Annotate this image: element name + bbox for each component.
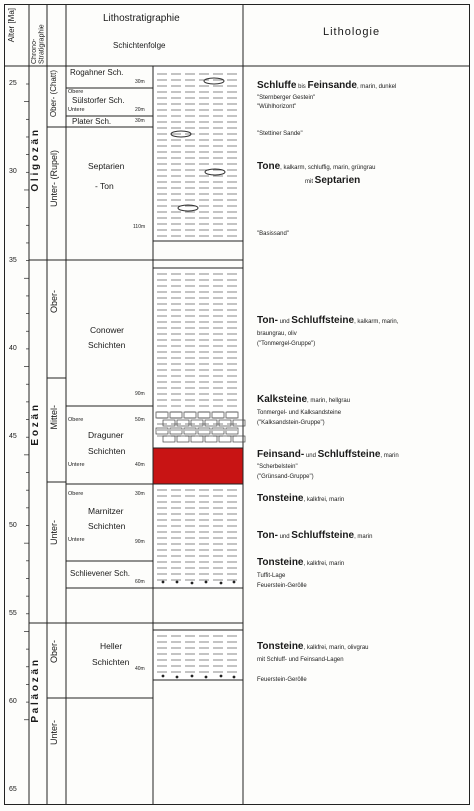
age-ticks: [24, 84, 29, 720]
unit-rogahner: Rogahner Sch.: [70, 68, 124, 77]
litho-desc-7e: "Scherbelstein": [257, 464, 298, 470]
stage-pa-ober: Ober-: [49, 640, 59, 664]
litho-desc-6d: ("Kalksandstein-Gruppe"): [257, 420, 325, 426]
thickness-label: 50m: [135, 417, 145, 423]
litho-desc-3b: mit Septarien: [305, 175, 361, 186]
thickness-label: 60m: [135, 579, 145, 585]
unit-draguner-b: Schichten: [88, 446, 126, 456]
unit-marnitzer-a: Marnitzer: [88, 506, 124, 516]
lithologie-header: Lithologie: [323, 26, 381, 38]
litho-title: Lithostratigraphie: [103, 13, 180, 24]
thickness-label: 90m: [135, 539, 145, 545]
epoch-oligozaen: O l i g o z ä n: [30, 130, 41, 192]
unit-conower-b: Schichten: [88, 340, 126, 350]
litho-desc-7: Feinsand- und Schluffsteine, marin: [257, 449, 399, 460]
unit-untere-3: Untere: [68, 537, 85, 543]
unit-septarien-a: Septarien: [88, 161, 125, 171]
thickness-label: 20m: [135, 107, 145, 113]
litho-desc-10: Tonsteine, kalkfrei, marin: [257, 557, 345, 568]
litho-desc-4: "Basissand": [257, 231, 289, 237]
stage-eo-ober: Ober-: [49, 290, 59, 314]
thickness-label: 30m: [135, 79, 145, 85]
stage-eo-mittel: Mittel-: [49, 405, 59, 430]
litho-desc-5f: ("Tonmergel-Gruppe"): [257, 341, 316, 347]
litho-desc-5e: braungrau, oliv: [257, 331, 297, 337]
age-label: 60: [9, 698, 17, 706]
unit-obere-2: Obere: [68, 417, 84, 423]
litho-desc-9: Ton- und Schluffsteine, marin: [257, 530, 373, 541]
litho-desc-11c: mit Schluff- und Feinsand-Lagen: [257, 657, 344, 663]
stage-unter-rupel: Unter- (Rupel): [49, 150, 59, 208]
epoch-eozaen: E o z ä n: [30, 405, 41, 446]
age-label: 55: [9, 609, 17, 617]
unit-conower-a: Conower: [90, 325, 125, 335]
litho-desc-10c: Tuffit-Lage: [257, 573, 286, 579]
thickness-label: 40m: [135, 462, 145, 468]
thickness-label: 110m: [133, 224, 146, 230]
litho-desc-6c: Tonmergel- und Kalksandsteine: [257, 410, 342, 416]
litho-desc-2: "Stettiner Sande": [257, 131, 303, 137]
litho-desc-5: Ton- und Schluffsteine, kalkarm, marin,: [257, 315, 399, 326]
litho-desc-11: Tonsteine, kalkfrei, marin, olivgrau: [257, 641, 369, 652]
litho-desc-7f: ("Grünsand-Gruppe"): [257, 474, 314, 480]
litho-desc-1: Schluffe bis Feinsande, marin, dunkel: [257, 80, 397, 91]
age-label: 25: [9, 80, 17, 87]
stage-eo-unter: Unter-: [49, 520, 59, 546]
litho-desc-10d: Feuerstein-Gerölle: [257, 583, 307, 589]
litho-desc-11d: Feuerstein-Gerölle: [257, 677, 307, 683]
age-header: Alter [Ma]: [7, 8, 16, 43]
unit-untere-1: Untere: [68, 107, 85, 113]
age-label: 65: [9, 786, 17, 794]
age-label: 30: [9, 168, 17, 176]
age-label: 35: [9, 256, 17, 264]
unit-heller-b: Schichten: [92, 657, 130, 667]
red-feinsand-band: [153, 448, 243, 484]
unit-septarien-b: - Ton: [95, 181, 114, 191]
litho-desc-8: Tonsteine, kalkfrei, marin: [257, 493, 345, 504]
unit-plater: Plater Sch.: [72, 117, 112, 126]
unit-schlievener: Schlievener Sch.: [70, 569, 131, 578]
thickness-label: 40m: [135, 666, 145, 672]
unit-obere-1: Obere: [68, 89, 84, 95]
chrono-header: Chrono-Stratigraphie: [31, 24, 46, 64]
unit-suelstorfer: Sülstorfer Sch.: [72, 96, 125, 105]
stage-ober-chatt: Ober- (Chatt): [49, 70, 58, 118]
age-label: 40: [9, 344, 17, 352]
epoch-palaeozaen: P a l ä o z ä n: [30, 660, 41, 723]
litho-block-paleocene: [153, 630, 243, 680]
unit-untere-2: Untere: [68, 462, 85, 468]
unit-marnitzer-b: Schichten: [88, 521, 126, 531]
unit-draguner-a: Draguner: [88, 430, 124, 440]
age-label: 45: [9, 433, 17, 441]
age-label: 50: [9, 521, 17, 529]
litho-desc-6: Kalksteine, marin, hellgrau: [257, 394, 351, 405]
thickness-label: 90m: [135, 391, 145, 397]
litho-desc-1f: "Wühlhorizont": [257, 104, 297, 110]
unit-heller-a: Heller: [100, 641, 123, 651]
thickness-label: 30m: [135, 491, 145, 497]
stage-pa-unter: Unter-: [49, 720, 59, 746]
litho-desc-1e: "Sternberger Gestein": [257, 95, 316, 101]
litho-subtitle: Schichtenfolge: [113, 41, 166, 50]
unit-obere-3: Obere: [68, 491, 84, 497]
thickness-label: 30m: [135, 118, 145, 124]
litho-desc-3: Tone, kalkarm, schluffig, marin, grüngrau: [257, 161, 376, 172]
